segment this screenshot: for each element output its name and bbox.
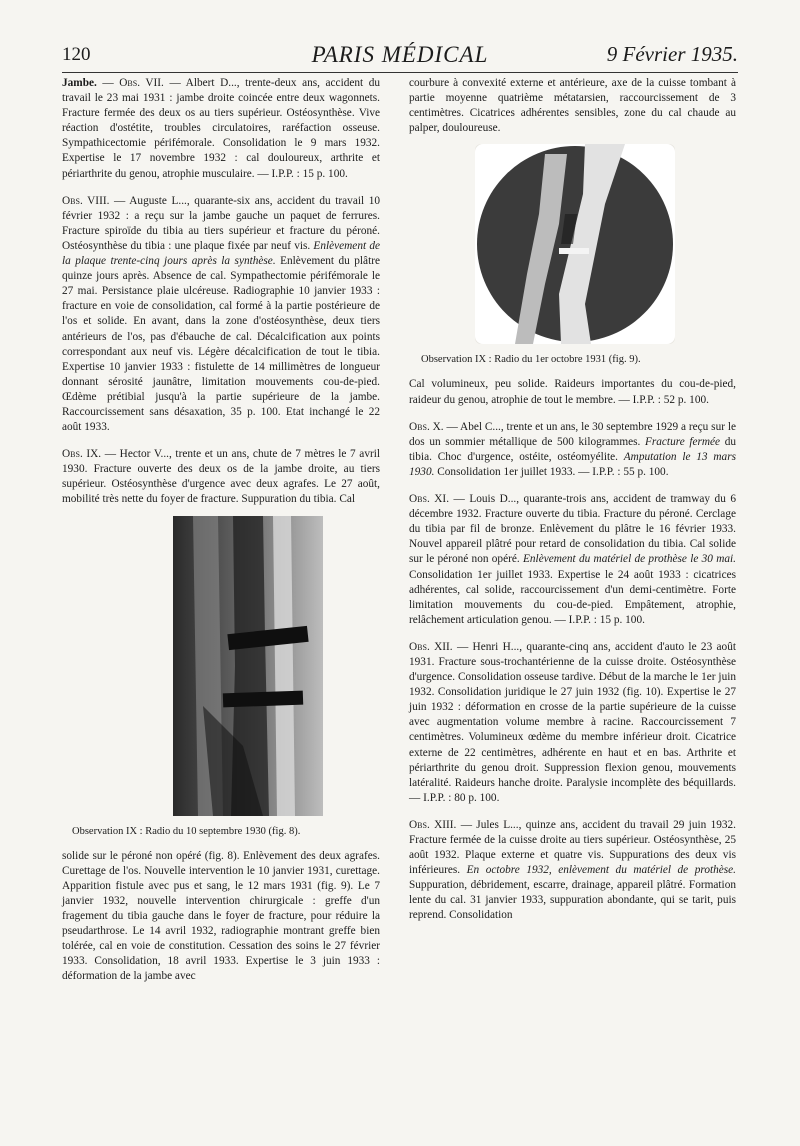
obs10-label: Obs. X.: [409, 420, 444, 433]
obs13-italic: En octobre 1932, enlèvement du matériel de prothèse.: [466, 864, 736, 877]
obs11-label: Obs. XI.: [409, 493, 450, 506]
obs10-text3: Consolidation 1er juillet 1933. — I.P.P. : 55 p. 100.: [437, 465, 669, 478]
obs8-text1: — Auguste L..., quarante-six ans, accident du travail 10 février 1932 : a reçu sur la jambe gauche un paquet de ferrures. Fracture spiroïde du tibia au tiers supérieur et fracture du péroné. Ostéosynthèse du tibia : une plaque fixée par neuf vis.: [62, 194, 381, 252]
obs11-text1: — Louis D..., quarante-trois ans, accident de tramway du 6 décembre 1932. Fracture ouverte du tibia. Fracture du péroné. Cerclage du tibia par fil de bronze. Enlèvement du plâtre le 16 février 1933. Nouvel appareil plâtré pour retard de consolidation du tibia. Cal solide sur le péroné non opéré.: [409, 493, 737, 566]
obs12-label: Obs. XII.: [409, 640, 453, 653]
radiograph-image-fig9: [475, 144, 675, 344]
figure-8: [62, 516, 380, 839]
obs9-label: Obs. IX.: [62, 448, 102, 461]
obs11-italic: Enlèvement du matériel de prothèse le 30 mai.: [523, 553, 736, 566]
obs10-paragraph: [409, 420, 736, 480]
obs13-label: Obs. XIII.: [409, 818, 457, 831]
obs13-paragraph: [409, 818, 736, 924]
obs8-italic: Enlèvement de la plaque trente-cinq jours après la synthèse.: [62, 239, 380, 268]
obs11-paragraph: [409, 492, 736, 628]
obs8-text2: Enlèvement du plâtre quinze jours après. Absence de cal. Sympathectomie périfémorale le 27 mai. Persistance plaie ulcéreuse. Radiographie 10 janvier 1933 : fracture en voie de consolidation, cal formé à la partie postérieure de l'os et solide. En avant, dans la zone d'ostéosynthèse, deux tiers antérieurs de l'os, pas d'ébauche de cal. Décalcification aux points correspondant aux neuf vis. Légère décalcification de tout le tibia. Expertise 10 janvier 1933 : fistulette de 14 millimètres de longueur donnant sérosité jaunâtre, limitation mouvements cou-de-pied. Œdème prétibial jusqu'à la partie supérieure de la jambe. Raccourcissement sans désaxation, 35 p. 100. Etat inchangé le 22 août 1933.: [62, 255, 380, 434]
obs11-text2: Consolidation 1er juillet 1933. Expertise le 24 août 1933 : cicatrices adhérentes, cal solide, raccourcissement d'un demi-centimètre. Forte limitation mouvements du cou-de-pied. Empâtement, atrophie, relâchement articulation genou. — I.P.P. : 15 p. 100.: [409, 568, 736, 626]
obs7-label: — Obs. VII.: [102, 77, 164, 89]
obs9-end: courbure à convexité externe et antérieure, axe de la cuisse tombant à partie moyenne quatrième métatarsien, raccourcissement de 3 centimètres. Cicatrices adhérentes sensibles, zone du cal chaude au palper, douloureuse.: [409, 77, 736, 135]
figure-9: [409, 144, 736, 367]
figure-9-caption: Observation IX : Radio du 1er octobre 1931 (fig. 9).: [421, 354, 641, 366]
obs9-continued: solide sur le péroné non opéré (fig. 8). Enlèvement des deux agrafes. Curettage de l'os. Nouvelle intervention le 10 janvier 1931, curettage. Apparition fistule avec pus et sang, le 12 mars 1931 (fig. 9). Le 7 janvier 1932, nouvelle intervention chirurgicale : greffe d'un fragement du tibia gauche dans le foyer de fracture, pour réduire la pseudarthrose. Le 14 avril 1932, radiographie montrant greffe bien tolérée, cal en voie de constitution. Cessation des soins le 27 février 1933. Consolidation, 18 avril 1933. Expertise le 3 juin 1933 : déformation de la jambe avec: [62, 849, 380, 983]
obs9-paragraph: [62, 447, 380, 507]
obs9-final: Cal volumineux, peu solide. Raideurs importantes du cou-de-pied, raideur du genou, atrophie de tout le membre. — I.P.P. : 52 p. 100.: [409, 378, 736, 406]
obs13-text2: Suppuration, débridement, escarre, drainage, appareil plâtré. Formation lente du cal. 31 janvier 1933, suppuration abondante, qui se tarit, puis reprend. Consolidation: [409, 879, 736, 922]
right-column: [409, 76, 736, 936]
obs7-lead: Jambe.: [62, 77, 97, 89]
obs10-text2: du tibia. Choc d'urgence, ostéite, ostéomyélite.: [409, 435, 736, 463]
obs8-label: Obs. VIII.: [62, 194, 110, 207]
obs12-paragraph: [409, 640, 736, 806]
obs10-text1: — Abel C..., trente et un ans, le 30 septembre 1929 a reçu sur le dos un sommier métallique de 500 kilogrammes.: [409, 420, 737, 448]
obs10-italic1: Fracture fermée: [644, 435, 721, 448]
figure-8-caption: Observation IX : Radio du 10 septembre 1930 (fig. 8).: [72, 825, 301, 837]
obs9-text: — Hector V..., trente et un ans, chute de 7 mètres le 7 avril 1930. Fracture ouverte des deux os de la jambe droite, au tiers supérieur. Ostéosynthèse d'urgence avec deux agrafes. Le 27 août, mobilité très nette du foyer de fracture. Suppuration du tibia. Cal: [62, 448, 381, 506]
obs10-italic2: Amputation le 13 mars 1930.: [409, 450, 737, 478]
obs12-text: — Henri H..., quarante-cinq ans, accident d'auto le 23 août 1931. Fracture sous-trochantérienne de la cuisse droite. Ostéosynthèse d'urgence. Consolidation osseuse tardive. Début de la marche le 1er juin 1932. Consolidation juridique le 27 juin 1932 (fig. 10). Expertise le 27 juin 1932 : déformation en crosse de la partie supérieure de la cuisse avec augmentation volume membre à racine. Raccourcissement 7 centimètres. Volumineux œdème du membre inférieur droit. Cicatrice externe de 22 centimètres, adhérente en haut et en bas. Arthrite et périarthrite du genou droit. Suppression flexion genou, mouvements latéralité. Raideurs hanche droite. Paralysie incomplète des béquillards. — I.P.P. : 80 p. 100.: [409, 640, 736, 804]
radiograph-image-fig8: [173, 516, 323, 816]
journal-title: PARIS MÉDICAL: [311, 42, 489, 67]
issue-date: 9 Février 1935.: [606, 42, 738, 66]
obs7-text: — Albert D..., trente-deux ans, accident du travail le 23 mai 1931 : jambe droite coincée entre deux wagonnets. Fracture fermée des deux os au tiers supérieur. Ostéosynthèse. Vive réaction d'ostétite, troubles circulatoires, raréfaction osseuse. Sympathicectomie périfémorale. Consolidation le 9 mars 1932. Expertise le 17 novembre 1932 : cal douloureux, arthrite et périarthrite du genou, atrophie musculaire. — I.P.P. : 15 p. 100.: [62, 77, 381, 180]
page-header: [62, 42, 738, 73]
obs7-paragraph: [62, 76, 380, 182]
left-column: [62, 76, 380, 996]
page-number: 120: [62, 44, 91, 65]
obs13-text1: — Jules L..., quinze ans, accident du travail 29 juin 1932. Fracture fermée de la cuisse droite au tiers supérieur. Ostéosynthèse, 25 août 1932. Plaque externe et quatre vis. Suppurations des deux vis inférieures.: [409, 818, 736, 877]
obs8-paragraph: [62, 194, 380, 436]
